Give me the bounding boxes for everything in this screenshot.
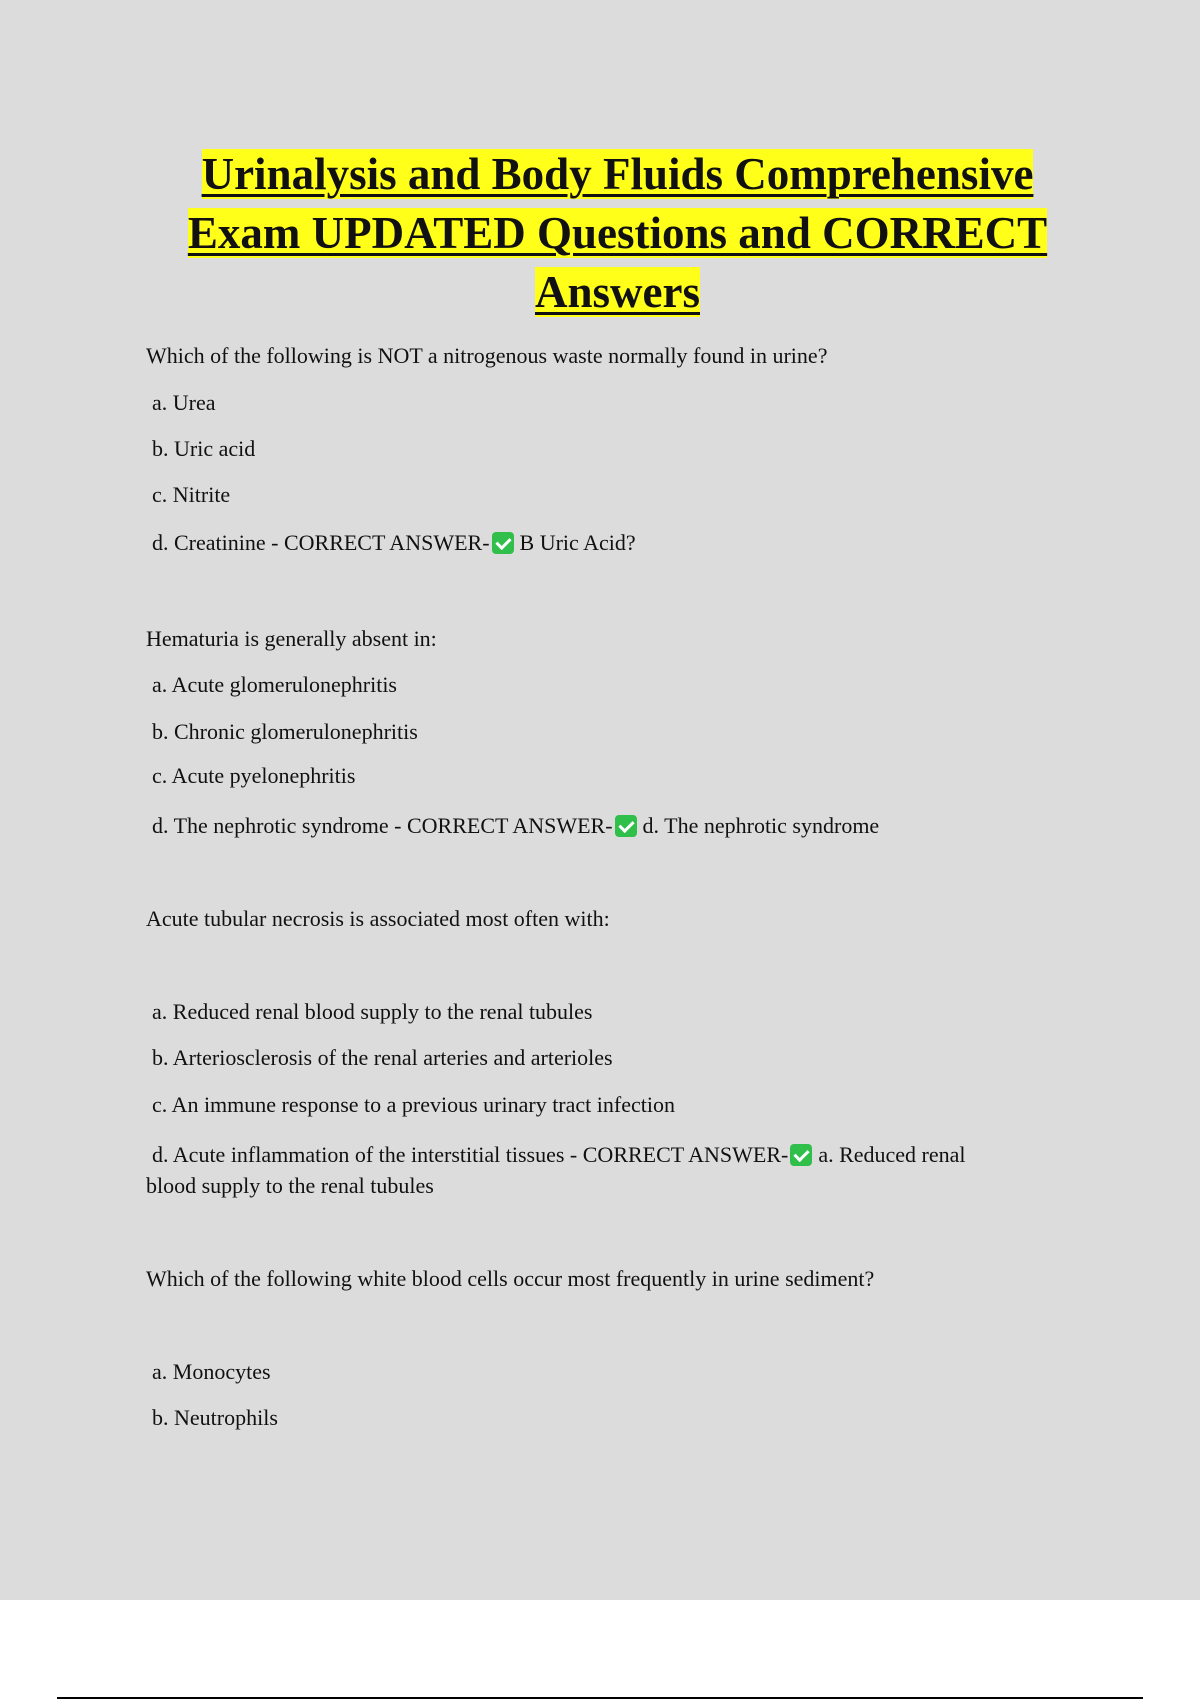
answer-option: d. Creatinine - CORRECT ANSWER- [152, 530, 490, 555]
answer-option: b. Neutrophils [152, 1405, 278, 1430]
answer-option: a. Monocytes [152, 1359, 271, 1384]
answer-option: d. Acute inflammation of the interstitial tissues - CORRECT ANSWER- [152, 1142, 789, 1167]
correct-answer: d. The nephrotic syndrome [642, 813, 880, 838]
check-mark-icon [492, 532, 514, 554]
answer-option: a. Urea [152, 390, 216, 415]
document-title [100, 145, 1135, 322]
question-text: Which of the following white blood cells occur most frequently in urine sediment? [146, 1266, 875, 1291]
answer-option: a. Acute glomerulonephritis [152, 672, 397, 697]
question-text: Acute tubular necrosis is associated most often with: [146, 906, 610, 931]
check-mark-icon [615, 815, 637, 837]
answer-option-with-correct-answer [152, 812, 879, 840]
question-text: Hematuria is generally absent in: [146, 626, 437, 651]
correct-answer: a. Reduced renal [818, 1142, 966, 1167]
correct-answer: B Uric Acid? [519, 530, 636, 555]
answer-option: c. Acute pyelonephritis [152, 763, 356, 788]
title-line: Urinalysis and Body Fluids Comprehensive [201, 149, 1034, 199]
answer-option: b. Uric acid [152, 436, 256, 461]
title-line: Exam UPDATED Questions and CORRECT [187, 208, 1048, 258]
title-line: Answers [535, 267, 700, 317]
question-text: Which of the following is NOT a nitrogenous waste normally found in urine? [146, 343, 828, 368]
answer-option: b. Chronic glomerulonephritis [152, 719, 418, 744]
answer-option: a. Reduced renal blood supply to the renal tubules [152, 999, 593, 1024]
answer-option: d. The nephrotic syndrome - CORRECT ANSWER- [152, 813, 613, 838]
check-mark-icon [790, 1144, 812, 1166]
answer-option: b. Arteriosclerosis of the renal arteries and arterioles [152, 1045, 613, 1070]
page-divider [57, 1697, 1143, 1699]
correct-answer-continued: blood supply to the renal tubules [146, 1173, 434, 1198]
answer-option-with-correct-answer [152, 529, 636, 557]
answer-option-with-correct-answer [152, 1141, 966, 1169]
answer-option: c. Nitrite [152, 482, 231, 507]
answer-option: c. An immune response to a previous urinary tract infection [152, 1092, 675, 1117]
